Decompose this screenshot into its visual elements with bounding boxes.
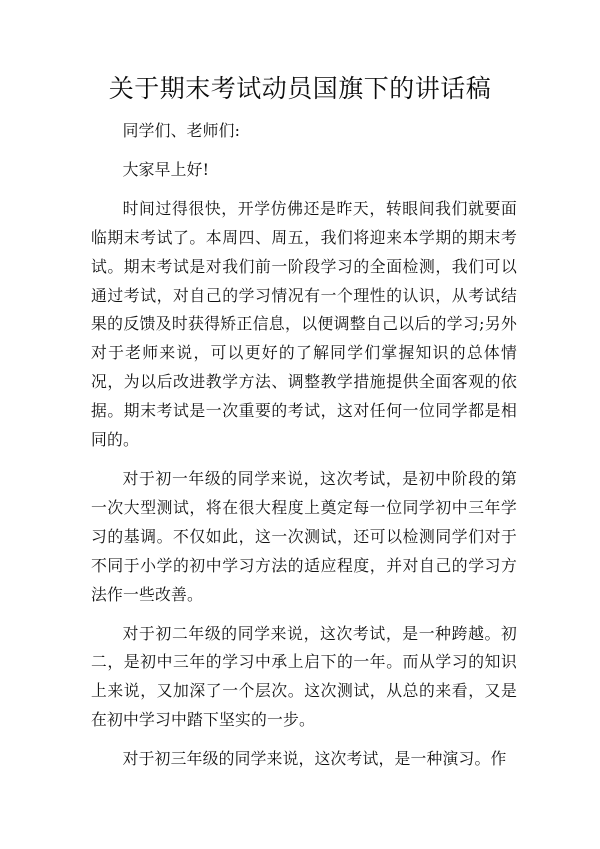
document-body — [91, 117, 517, 784]
paragraph-grade-two: 对于初二年级的同学来说，这次考试，是一种跨越。初二，是初中三年的学习中承上启下的一年。而从学习的知识上来说，又加深了一个层次。这次测试，从总的来看，又是在初中学习中踏下坚实的一步。 — [91, 623, 517, 730]
salutation-line: 同学们、老师们: — [122, 121, 241, 140]
paragraph-grade-three: 对于初三年级的同学来说，这次考试，是一种演习。作 — [122, 749, 507, 769]
greeting-line: 大家早上好! — [122, 159, 210, 179]
document-title: 关于期末考试动员国旗下的讲话稿 — [108, 74, 492, 103]
paragraph-intro: 时间过得很快，开学仿佛还是昨天，转眼间我们就要面临期末考试了。本周四、周五，我们将迎来本学期的期末考试。期末考试是对我们前一阶段学习的全面检测，我们可以通过考试，对自己的学习情况有一个理性的认识，从考试结果的反馈及时获得矫正信息，以便调整自己以后的学习;另外对于老师来说，可以更好的了解同学们掌握知识的总体情况，为以后改进教学方法、调整教学措施提供全面客观的依据。期末考试是一次重要的考试，这对任何一位同学都是相同的。 — [91, 198, 517, 450]
paragraph-grade-one: 对于初一年级的同学来说，这次考试，是初中阶段的第一次大型测试，将在很大程度上奠定每一位同学初中三年学习的基调。不仅如此，这一次测试，还可以检测同学们对于不同于小学的初中学习方法的适应程度，并对自己的学习方法作一些改善。 — [91, 468, 517, 604]
